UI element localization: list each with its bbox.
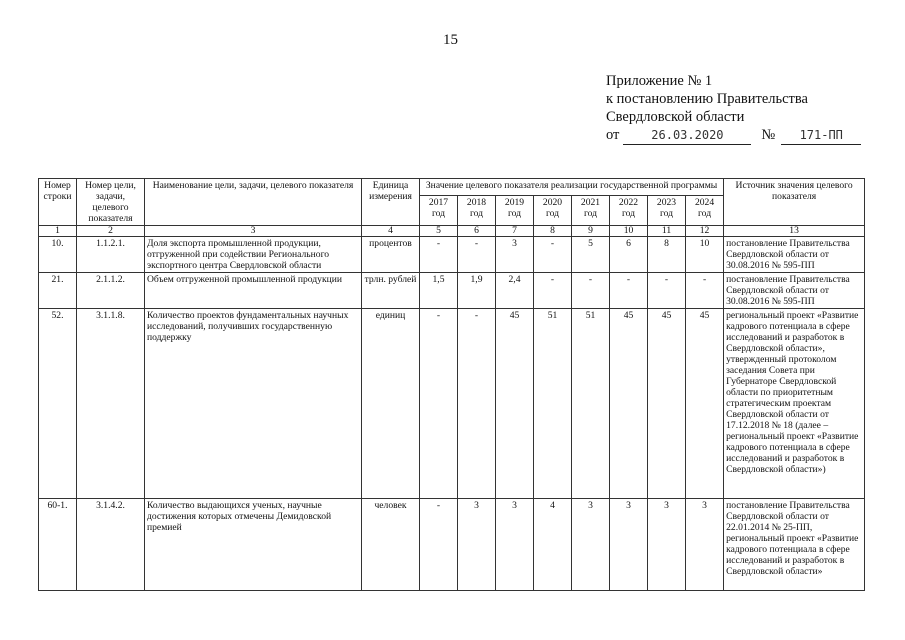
column-index: 8: [534, 226, 572, 237]
header-row-no: Номер строки: [39, 179, 77, 226]
source: постановление Правительства Свердловской области от 30.08.2016 № 595-ПП: [724, 237, 865, 273]
value-cell: 1,5: [420, 273, 458, 309]
appendix-decree: к постановлению Правительства: [606, 91, 808, 107]
value-cell: -: [420, 499, 458, 591]
unit: единиц: [362, 309, 420, 499]
value-cell: -: [610, 273, 648, 309]
value-cell: 5: [572, 237, 610, 273]
date-prefix: от: [606, 127, 620, 143]
column-index: 3: [145, 226, 362, 237]
column-index: 11: [648, 226, 686, 237]
value-cell: 6: [610, 237, 648, 273]
goal-number: 3.1.4.2.: [77, 499, 145, 591]
row-number: 10.: [39, 237, 77, 273]
header-year: 2021 год: [572, 195, 610, 225]
value-cell: -: [534, 237, 572, 273]
value-cell: -: [648, 273, 686, 309]
appendix-region: Свердловской области: [606, 109, 745, 125]
value-cell: -: [458, 237, 496, 273]
header-name: Наименование цели, задачи, целевого показателя: [145, 179, 362, 226]
header-year: 2022 год: [610, 195, 648, 225]
header-year: 2019 год: [496, 195, 534, 225]
column-index: 2: [77, 226, 145, 237]
decree-date: 26.03.2020: [623, 126, 751, 145]
column-index: 9: [572, 226, 610, 237]
value-cell: 1,9: [458, 273, 496, 309]
indicator-name: Количество выдающихся ученых, научные достижения которых отмечены Демидовской премией: [145, 499, 362, 591]
column-index: 7: [496, 226, 534, 237]
indicator-name: Объем отгруженной промышленной продукции: [145, 273, 362, 309]
value-cell: 51: [534, 309, 572, 499]
value-cell: -: [572, 273, 610, 309]
indicator-name: Доля экспорта промышленной продукции, отгруженной при содействии Регионального экспортного центра Свердловской области: [145, 237, 362, 273]
page-number: 15: [443, 32, 458, 48]
value-cell: -: [420, 237, 458, 273]
value-cell: 3: [686, 499, 724, 591]
value-cell: -: [534, 273, 572, 309]
value-cell: 45: [648, 309, 686, 499]
goal-number: 2.1.1.2.: [77, 273, 145, 309]
header-year: 2020 год: [534, 195, 572, 225]
value-cell: -: [420, 309, 458, 499]
indicator-name: Количество проектов фундаментальных научных исследований, получивших государственную поддержку: [145, 309, 362, 499]
appendix-date-number: [606, 126, 861, 145]
source: региональный проект «Развитие кадрового потенциала в сфере исследований и разработок в Свердловской области», утвержденный протоколом заседания Совета при Губернаторе Свердловской области по приоритетным стратегическим проектам Свердловской области от 17.12.2018 № 18 (далее – региональный проект «Развитие кадрового потенциала в сфере исследований и разработок в Свердловской области»): [724, 309, 865, 499]
value-cell: 45: [686, 309, 724, 499]
value-cell: 10: [686, 237, 724, 273]
column-index: 4: [362, 226, 420, 237]
table-row: [39, 499, 865, 591]
header-year: 2023 год: [648, 195, 686, 225]
table-row: [39, 309, 865, 499]
number-prefix: №: [761, 127, 776, 143]
column-index: 1: [39, 226, 77, 237]
value-cell: 3: [458, 499, 496, 591]
column-index: 13: [724, 226, 865, 237]
header-year: 2024 год: [686, 195, 724, 225]
table-row: [39, 237, 865, 273]
header-year: 2018 год: [458, 195, 496, 225]
source: постановление Правительства Свердловской области от 30.08.2016 № 595-ПП: [724, 273, 865, 309]
appendix-title: Приложение № 1: [606, 73, 713, 89]
indicators-table: [38, 178, 865, 591]
value-cell: -: [686, 273, 724, 309]
unit: процентов: [362, 237, 420, 273]
value-cell: 3: [610, 499, 648, 591]
value-cell: 3: [496, 237, 534, 273]
value-cell: 45: [610, 309, 648, 499]
value-cell: -: [458, 309, 496, 499]
value-cell: 3: [648, 499, 686, 591]
value-cell: 2,4: [496, 273, 534, 309]
header-row: [39, 179, 865, 196]
table-row: [39, 273, 865, 309]
column-index: 5: [420, 226, 458, 237]
header-goal-no: Номер цели, задачи, целевого показателя: [77, 179, 145, 226]
header-source: Источник значения целевого показателя: [724, 179, 865, 226]
source: постановление Правительства Свердловской области от 22.01.2014 № 25-ПП, региональный проект «Развитие кадрового потенциала в сфере исследований и разработок в Свердловской области»: [724, 499, 865, 591]
value-cell: 3: [496, 499, 534, 591]
header-unit: Единица измерения: [362, 179, 420, 226]
value-cell: 4: [534, 499, 572, 591]
header-year: 2017 год: [420, 195, 458, 225]
header-values-group: Значение целевого показателя реализации государственной программы: [420, 179, 724, 196]
goal-number: 1.1.2.1.: [77, 237, 145, 273]
unit: трлн. рублей: [362, 273, 420, 309]
row-number: 21.: [39, 273, 77, 309]
unit: человек: [362, 499, 420, 591]
value-cell: 45: [496, 309, 534, 499]
appendix-header: [606, 72, 861, 145]
decree-number: 171-ПП: [781, 126, 861, 145]
column-index: 10: [610, 226, 648, 237]
goal-number: 3.1.1.8.: [77, 309, 145, 499]
row-number: 60-1.: [39, 499, 77, 591]
column-index: 6: [458, 226, 496, 237]
column-index-row: [39, 226, 865, 237]
value-cell: 3: [572, 499, 610, 591]
column-index: 12: [686, 226, 724, 237]
value-cell: 8: [648, 237, 686, 273]
row-number: 52.: [39, 309, 77, 499]
value-cell: 51: [572, 309, 610, 499]
